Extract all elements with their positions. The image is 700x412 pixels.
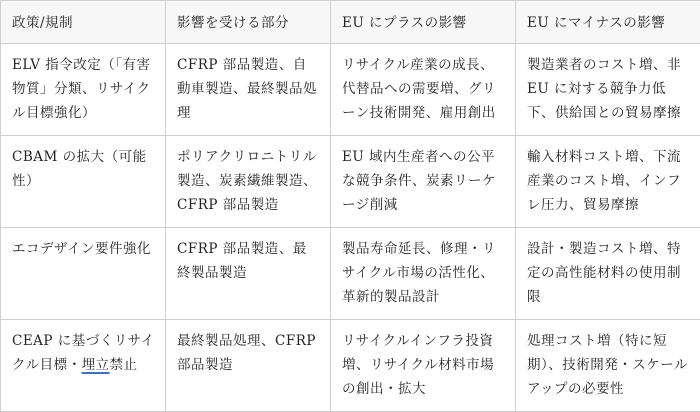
cell-negative-impact: 設計・製造コスト増、特定の高性能材料の使用制限 xyxy=(516,228,700,320)
table-header xyxy=(1,1,700,44)
table-row xyxy=(1,44,700,136)
table-row xyxy=(1,320,700,412)
cell-affected-part: 最終製品処理、CFRP 部品製造 xyxy=(166,320,331,412)
cell-negative-impact: 処理コスト増（特に短期）、技術開発・スケールアップの必要性 xyxy=(516,320,700,412)
policy-text: CEAP に基づくリサイクル目標・ xyxy=(12,333,155,373)
cell-policy: ELV 指令改定（「有害物質」分類、リサイクル目標強化） xyxy=(1,44,166,136)
header-positive-impact: EU にプラスの影響 xyxy=(331,1,516,44)
cell-positive-impact: 製品寿命延長、修理・リサイクル市場の活性化、革新的製品設計 xyxy=(331,228,516,320)
header-row xyxy=(1,1,700,44)
cell-positive-impact: EU 域内生産者への公平な競争条件、炭素リーケージ削減 xyxy=(331,136,516,228)
cell-negative-impact: 輸入材料コスト増、下流産業のコスト増、インフレ圧力、貿易摩擦 xyxy=(516,136,700,228)
cell-policy: CBAM の拡大（可能性） xyxy=(1,136,166,228)
cell-affected-part: CFRP 部品製造、最終製品製造 xyxy=(166,228,331,320)
cell-affected-part: CFRP 部品製造、自動車製造、最終製品処理 xyxy=(166,44,331,136)
policy-text-suffix: 禁止 xyxy=(110,357,138,373)
cell-positive-impact: リサイクルインフラ投資増、リサイクル材料市場の創出・拡大 xyxy=(331,320,516,412)
landfill-link[interactable]: 埋立 xyxy=(82,357,110,373)
table-row xyxy=(1,228,700,320)
header-affected-part: 影響を受ける部分 xyxy=(166,1,331,44)
table-body xyxy=(1,44,700,412)
cell-policy xyxy=(1,320,166,412)
header-policy: 政策/規制 xyxy=(1,1,166,44)
cell-negative-impact: 製造業者のコスト増、非 EU に対する競争力低下、供給国との貿易摩擦 xyxy=(516,44,700,136)
cell-policy: エコデザイン要件強化 xyxy=(1,228,166,320)
cell-affected-part: ポリアクリロニトリル製造、炭素繊維製造、CFRP 部品製造 xyxy=(166,136,331,228)
table-row xyxy=(1,136,700,228)
header-negative-impact: EU にマイナスの影響 xyxy=(516,1,700,44)
cell-positive-impact: リサイクル産業の成長、代替品への需要増、グリーン技術開発、雇用創出 xyxy=(331,44,516,136)
